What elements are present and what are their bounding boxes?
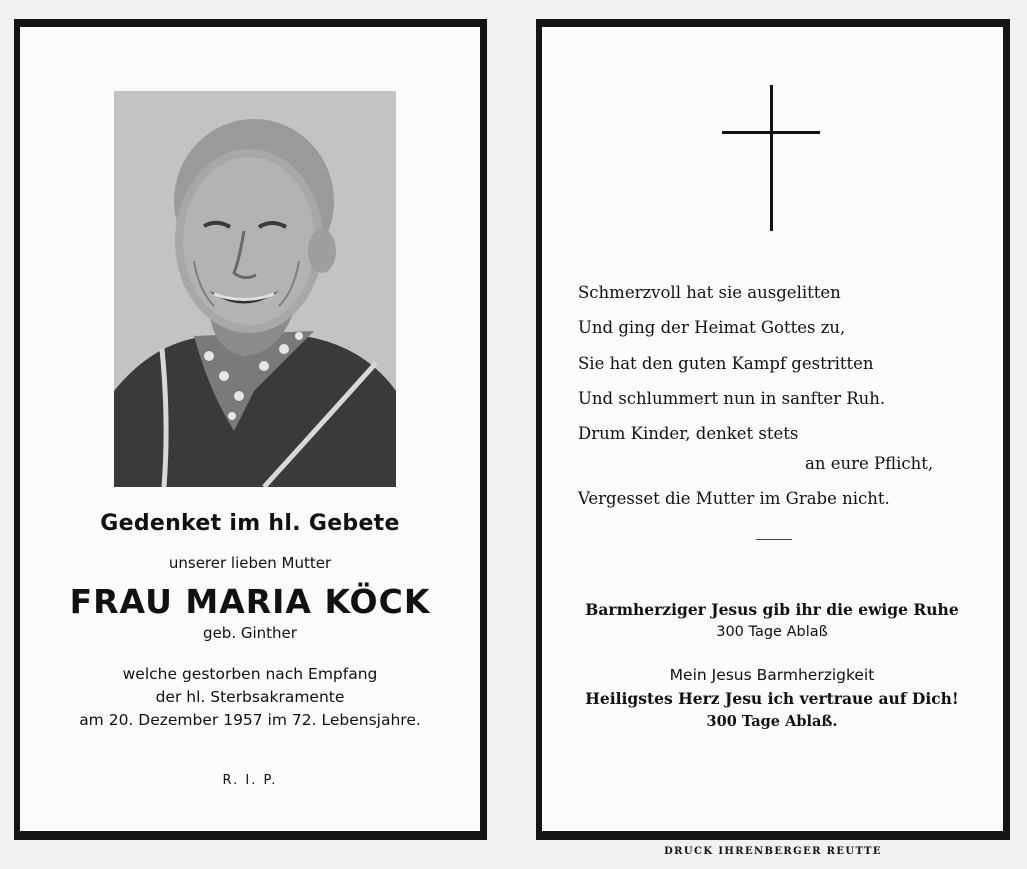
portrait-photo [114,91,396,487]
poem-line-7: Vergesset die Mutter im Grabe nicht. [578,489,890,508]
memorial-heading: Gedenket im hl. Gebete [100,511,400,536]
poem-line-2: Und ging der Heimat Gottes zu, [578,318,846,337]
divider [756,539,792,540]
indulgence-note-1: 300 Tage Ablaß [716,624,828,640]
printer-imprint: DRUCK IHRENBERGER REUTTE [664,846,882,857]
poem-line-6: an eure Pflicht, [805,454,934,473]
deceased-name: FRAU MARIA KÖCK [69,582,431,621]
death-line-2: der hl. Sterbsakramente [155,688,345,706]
cross-icon [722,85,822,235]
death-line-3: am 20. Dezember 1957 im 72. Lebensjahre. [79,711,421,729]
memorial-subheading: unserer lieben Mutter [168,554,332,572]
prayer-line-2: Mein Jesus Barmherzigkeit [669,666,875,684]
prayer-line-1: Barmherziger Jesus gib ihr die ewige Ruhe [585,600,959,619]
memorial-card-back [536,19,1010,840]
poem-line-3: Sie hat den guten Kampf gestritten [578,354,874,373]
rip-text: R. I. P. [222,773,278,788]
poem-line-4: Und schlummert nun in sanfter Ruh. [578,389,886,408]
poem-line-1: Schmerzvoll hat sie ausgelitten [578,283,841,302]
death-line-1: welche gestorben nach Empfang [122,665,378,683]
indulgence-note-2: 300 Tage Ablaß. [706,713,838,730]
poem-line-5: Drum Kinder, denket stets [578,424,799,443]
prayer-line-3: Heiligstes Herz Jesu ich vertraue auf Dich! [585,689,959,708]
birth-name: geb. Ginther [203,624,297,642]
memorial-card-front [14,19,487,840]
